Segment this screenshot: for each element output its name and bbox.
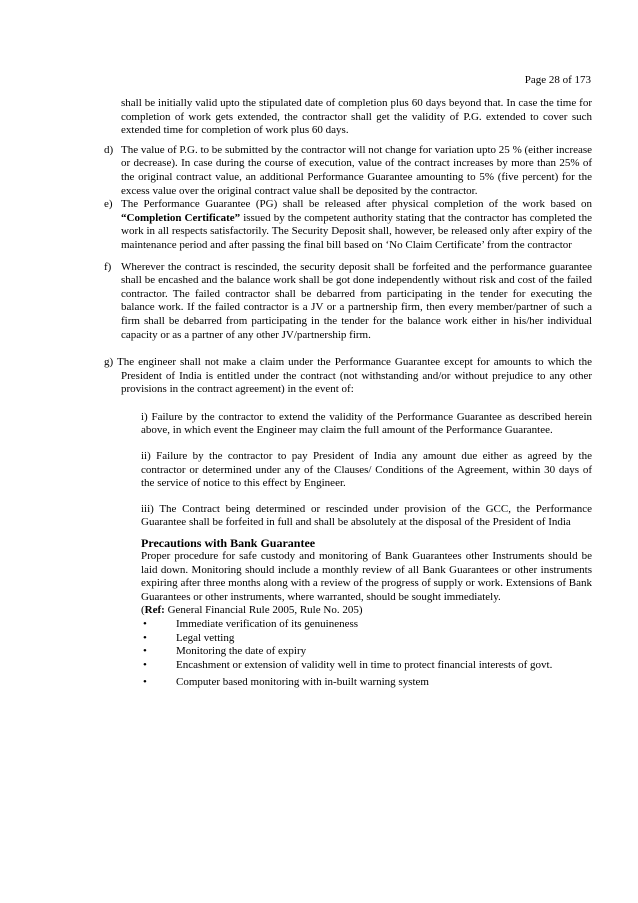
precautions-reference bbox=[141, 604, 592, 618]
page-number: Page 28 of 173 bbox=[524, 74, 591, 86]
clause-f-text: Wherever the contract is rescinded, the security deposit shall be forfeited and the performance guarantee shall be encashed and the balance work shall be got done independently without risk and cost of the failed contractor. The failed contractor shall be debarred from participating in the tender for executing the balance work. If the failed contractor is a JV or a partnership firm, then every member/partner of such a firm shall be debarred from participating in the tender for the balance work either in his/her individual capacity or as a partner of any other JV/partnership firm. bbox=[121, 260, 592, 341]
list-item: • Monitoring the date of expiry bbox=[141, 645, 592, 659]
page-content bbox=[104, 97, 592, 690]
clause-g-sub-iii: iii) The Contract being determined or rescinded under provision of the GCC, the Performance Guarantee shall be forfeited in full and shall be absolutely at the disposal of the President of India bbox=[141, 502, 592, 529]
reference-text: General Financial Rule 2005, Rule No. 205) bbox=[164, 604, 363, 617]
clause-e-text-after: issued by the competent authority stating that the contractor has completed the work in all respects satisfactorily. The Security Deposit shall, however, be released only after expiry of the maintenance period and after passing the final bill based on ‘No Claim Certificate’ from the contractor bbox=[121, 211, 592, 251]
precautions-heading: Precautions with Bank Guarantee bbox=[141, 536, 316, 551]
clause-e bbox=[104, 198, 592, 252]
clause-e-label: e) bbox=[104, 198, 113, 211]
precautions-body: Proper procedure for safe custody and monitoring of Bank Guarantees other Instruments should be laid down. Monitoring should include a monthly review of all Bank Guarantees or other instruments expiring after three months along with a review of the progress of supply or work. Extensions of Bank Guarantees or other instruments, where warranted, should be sought immediately. bbox=[141, 550, 592, 603]
list-item: • Computer based monitoring with in-built warning system bbox=[141, 676, 592, 690]
intro-paragraph: shall be initially valid upto the stipulated date of completion plus 60 days beyond that. In case the time for completion of work gets extended, the contractor shall get the validity of P.G. extended to cover such extended time for completion of work plus 60 days. bbox=[121, 97, 592, 137]
reference-label: Ref: bbox=[144, 604, 165, 617]
clause-d bbox=[104, 144, 592, 198]
completion-certificate-term: “Completion Certificate” bbox=[121, 211, 241, 224]
list-item: • Legal vetting bbox=[141, 632, 592, 646]
precautions-section bbox=[141, 536, 592, 690]
precautions-bullet-list bbox=[141, 618, 592, 690]
clause-e-text-before: The Performance Guarantee (PG) shall be released after physical completion of the work based on bbox=[121, 198, 592, 211]
clause-f bbox=[104, 261, 592, 343]
clause-g-sub-i: i) Failure by the contractor to extend the validity of the Performance Guarantee as described herein above, in which event the Engineer may claim the full amount of the Performance Guarantee. bbox=[141, 410, 592, 437]
clause-d-text: The value of P.G. to be submitted by the contractor will not change for variation upto 25 % (either increase or decrease). In case during the course of execution, value of the contract increases by more than 25% of the original contract value, an additional Performance Guarantee amounting to 5% (five percent) for the excess value over the original contract value shall be deposited by the contractor. bbox=[121, 143, 592, 197]
clause-d-label: d) bbox=[104, 143, 114, 156]
list-item: • Immediate verification of its genuineness bbox=[141, 618, 592, 632]
reference-open-paren: ( bbox=[141, 604, 145, 617]
list-item: • Encashment or extension of validity well in time to protect financial interests of govt. bbox=[141, 659, 592, 673]
clause-g: g) The engineer shall not make a claim under the Performance Guarantee except for amounts to which the President of India is entitled under the contract (not withstanding and/or without prejudice to any other provisions in the contract agreement) in the event of: bbox=[104, 356, 592, 396]
clause-f-label: f) bbox=[104, 260, 112, 273]
clause-g-sub-ii: ii) Failure by the contractor to pay President of India any amount due either as agreed by the contractor or determined under any of the Clauses/ Conditions of the Agreement, within 30 days of the service of notice to this effect by Engineer. bbox=[141, 450, 592, 490]
